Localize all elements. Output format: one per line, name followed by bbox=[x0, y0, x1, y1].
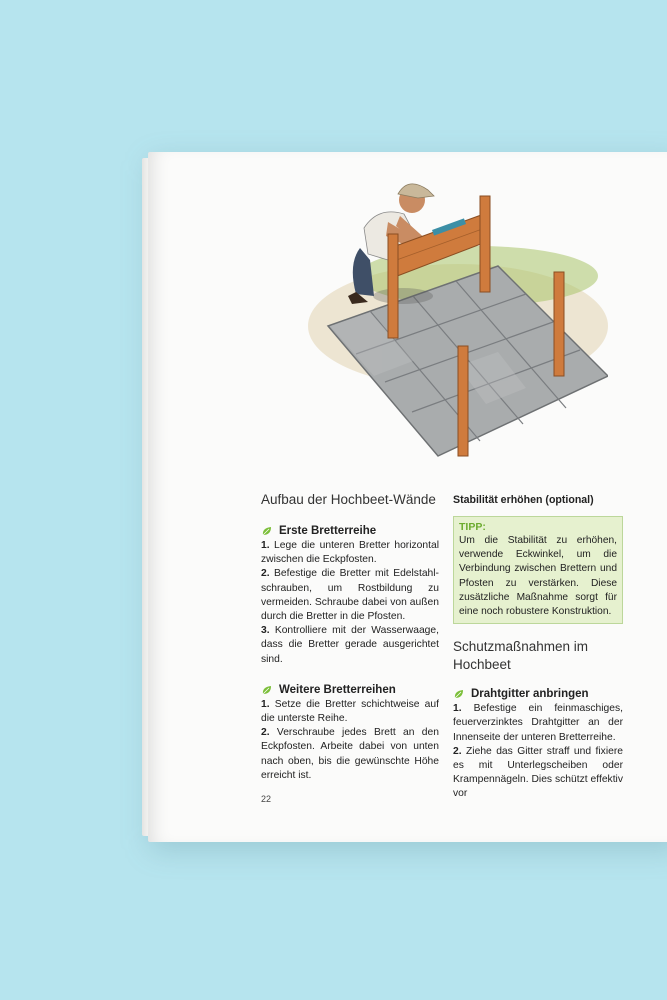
step-paragraph: 1. Lege die unteren Bretter horizontal zwischen die Eckpfosten. bbox=[261, 540, 439, 566]
step-paragraph: 3. Kontrolliere mit der Wasserwaage, dass die Bretter gerade ausgerichtet sind. bbox=[261, 625, 439, 665]
book-page bbox=[148, 152, 667, 842]
step-paragraph: 2. Ziehe das Gitter straff und fixiere es mit Unterlegscheiben oder Krampennägeln. Dies schützt effektiv vor bbox=[453, 745, 623, 800]
leaf-icon bbox=[261, 525, 273, 537]
step-paragraph: 1. Setze die Bretter schichtweise auf die unterste Reihe. bbox=[261, 698, 439, 725]
step-paragraph: 1. Befestige ein feinmaschiges, feuerverzinktes Drahtgitter an der Innenseite der unteren Bretterreihe. bbox=[453, 703, 623, 743]
subheading-text: Weitere Bretterreihen bbox=[279, 683, 396, 696]
tip-label: TIPP: bbox=[459, 521, 486, 533]
subheading-further-rows bbox=[261, 684, 439, 696]
section-title-protection: Schutzmaßnahmen im Hochbeet bbox=[453, 639, 589, 673]
tip-text: Um die Stabilität zu erhöhen, verwende Eckwinkel, um die Verbindung zwischen Brettern und Pfosten zu verstärken. Diese zusätzliche Maßnahme sorgt für eine noch robustere Konstruktion. bbox=[459, 535, 617, 618]
subheading-wire-mesh bbox=[453, 688, 623, 700]
right-column bbox=[453, 494, 623, 802]
subheading-text: Erste Bretterreihe bbox=[279, 525, 377, 537]
page-number: 22 bbox=[261, 794, 272, 804]
left-column bbox=[261, 492, 439, 783]
subheading-first-row bbox=[261, 525, 439, 537]
step-paragraph: 2. Verschraube jedes Brett an den Eckpfosten. Arbeite dabei von unten nach oben, bis die gewünschte Höhe erreicht ist. bbox=[261, 727, 439, 781]
section-title-wall-construction: Aufbau der Hochbeet-Wände bbox=[261, 492, 436, 507]
section-title-stability: Stabilität erhöhen (optional) bbox=[453, 494, 594, 506]
tip-box bbox=[453, 516, 623, 624]
raised-bed-illustration bbox=[308, 156, 608, 476]
leaf-icon bbox=[453, 688, 465, 700]
leaf-icon bbox=[261, 684, 273, 696]
subheading-text: Drahtgitter anbringen bbox=[471, 688, 589, 701]
step-paragraph: 2. Befestige die Bretter mit Edelstahl-schrauben, um Rostbildung zu vermeiden. Schraube dabei von außen durch die Bretter in die Pfosten. bbox=[261, 568, 439, 623]
